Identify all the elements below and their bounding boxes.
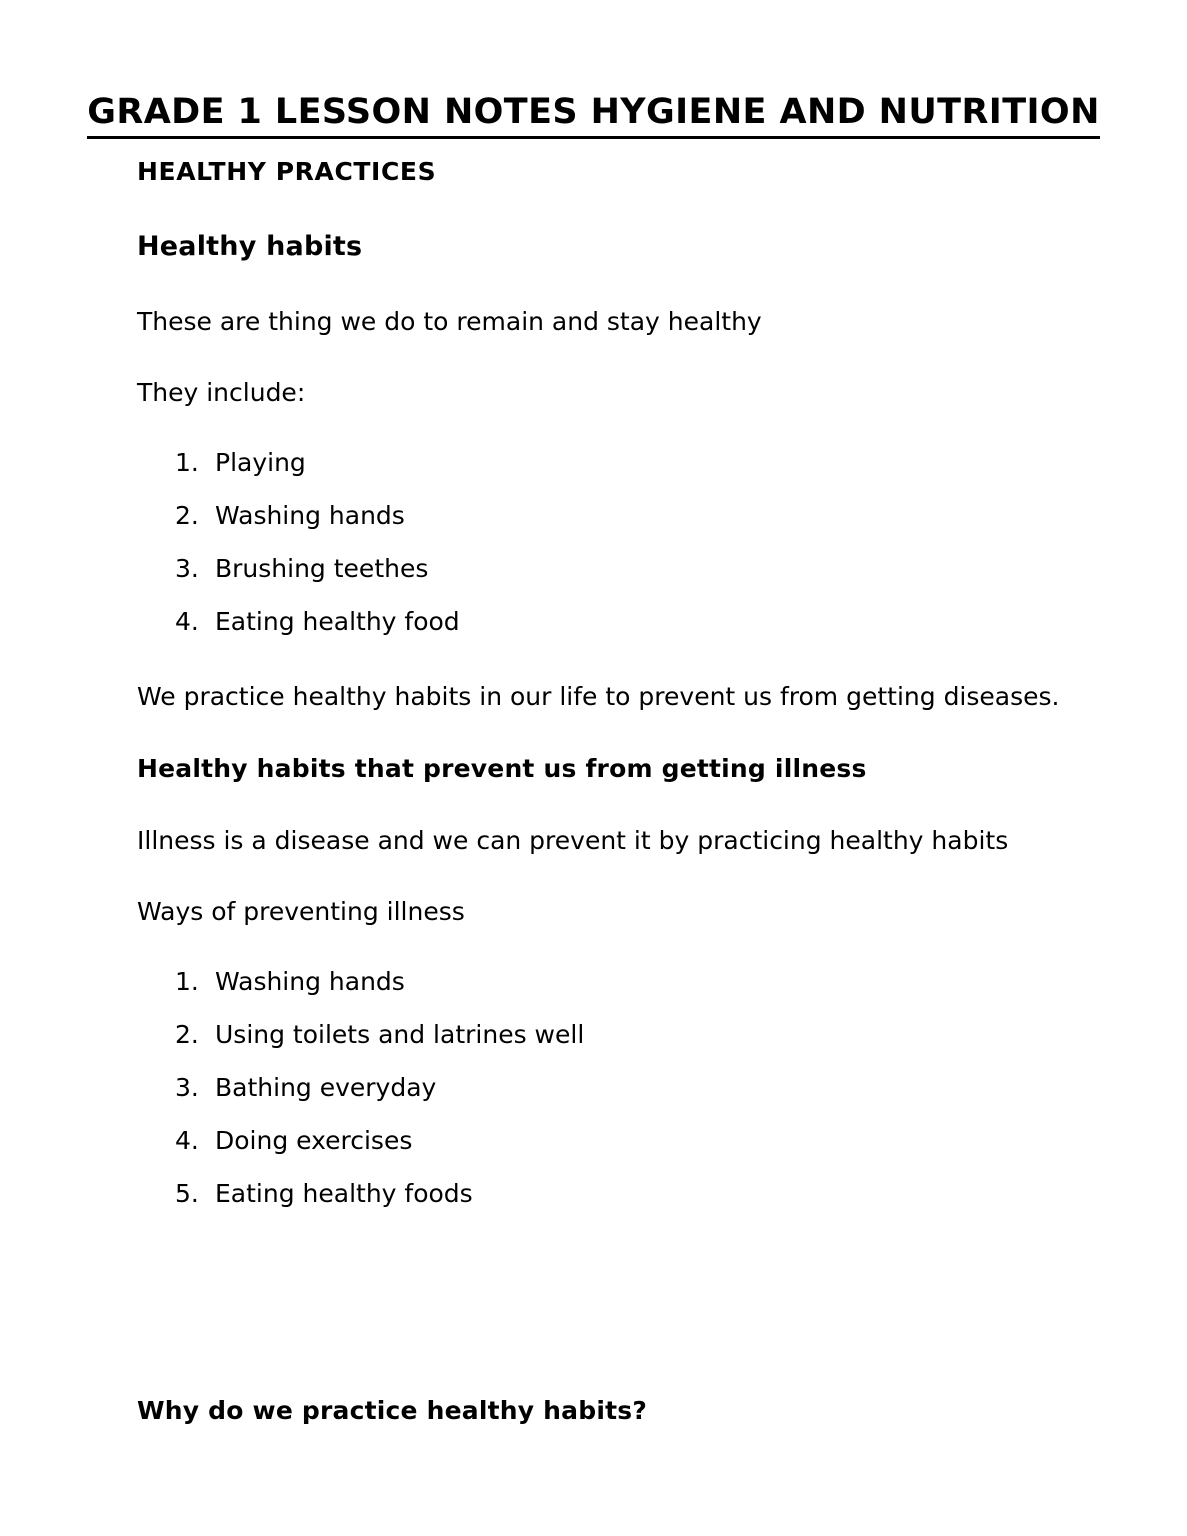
- list-item-label: Washing hands: [215, 967, 405, 996]
- list-item-label: Doing exercises: [215, 1126, 413, 1155]
- heading-why-practice-healthy-habits: Why do we practice healthy habits?: [137, 1396, 648, 1425]
- list-item: [137, 448, 1067, 501]
- list-item: [137, 554, 1067, 607]
- section-label-healthy-practices: HEALTHY PRACTICES: [137, 157, 437, 186]
- paragraph-ways-of-preventing-illness: Ways of preventing illness: [137, 897, 465, 926]
- list-item-number: 2.: [175, 501, 199, 530]
- list-item: [137, 1179, 1067, 1232]
- list-healthy-habits: [137, 448, 1067, 660]
- list-preventing-illness: [137, 967, 1067, 1232]
- list-item-label: Eating healthy food: [215, 607, 460, 636]
- list-item-number: 4.: [175, 607, 199, 636]
- page-title-text: GRADE 1 LESSON NOTES HYGIENE AND NUTRITION: [87, 91, 1100, 139]
- list-item-number: 3.: [175, 554, 199, 583]
- paragraph-they-include: They include:: [137, 378, 306, 407]
- list-item-number: 5.: [175, 1179, 199, 1208]
- list-item: [137, 967, 1067, 1020]
- list-item: [137, 1126, 1067, 1179]
- list-item-label: Using toilets and latrines well: [215, 1020, 585, 1049]
- list-item-number: 4.: [175, 1126, 199, 1155]
- page-title: [0, 91, 1187, 139]
- heading-habits-prevent-illness: Healthy habits that prevent us from getting illness: [137, 754, 867, 783]
- heading-healthy-habits: Healthy habits: [137, 231, 363, 262]
- paragraph-illness-definition: Illness is a disease and we can prevent it by practicing healthy habits: [137, 826, 1009, 855]
- list-item: [137, 1020, 1067, 1073]
- list-item-number: 1.: [175, 448, 199, 477]
- list-item-label: Washing hands: [215, 501, 405, 530]
- list-item-number: 2.: [175, 1020, 199, 1049]
- paragraph-healthy-habits-definition: These are thing we do to remain and stay healthy: [137, 307, 762, 336]
- list-item: [137, 1073, 1067, 1126]
- list-item-label: Eating healthy foods: [215, 1179, 473, 1208]
- list-item-label: Playing: [215, 448, 306, 477]
- list-item-number: 1.: [175, 967, 199, 996]
- list-item: [137, 607, 1067, 660]
- list-item-label: Brushing teethes: [215, 554, 429, 583]
- list-item-number: 3.: [175, 1073, 199, 1102]
- list-item: [137, 501, 1067, 554]
- paragraph-why-we-practice: We practice healthy habits in our life to prevent us from getting diseases.: [137, 682, 1060, 711]
- list-item-label: Bathing everyday: [215, 1073, 437, 1102]
